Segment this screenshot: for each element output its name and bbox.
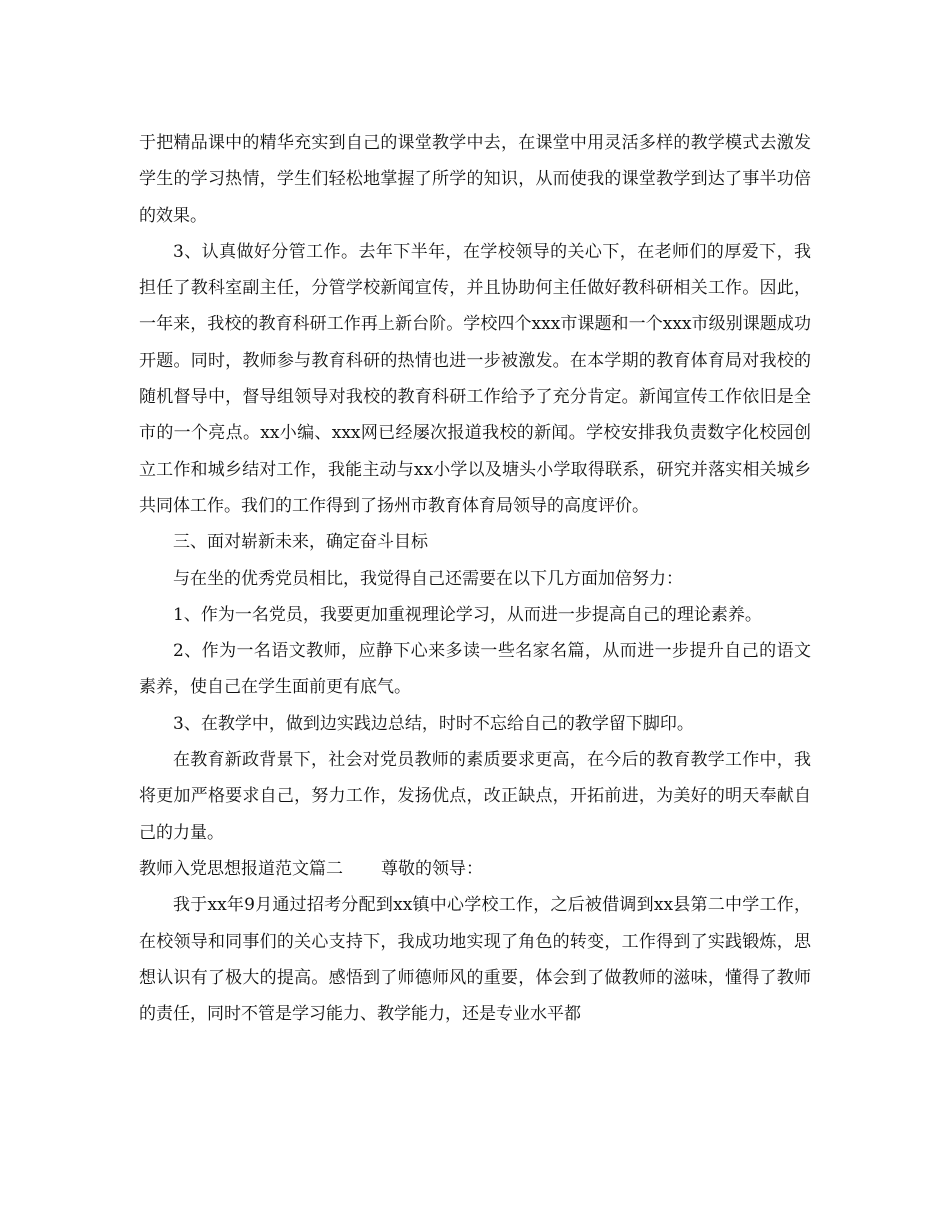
second-article-heading — [139, 851, 811, 887]
paragraph-item-3-division-work: 3、认真做好分管工作。去年下半年，在学校领导的关心下，在老师们的厚爱下，我担任了教科室副主任，分管学校新闻宣传，并且协助何主任做好教科研相关工作。因此，一年来，我校的教育科研工作再上新台阶。学校四个xxx市课题和一个xxx市级别课题成功开题。同时，教师参与教育科研的热情也进一步被激发。在本学期的教育体育局对我校的随机督导中，督导组领导对我校的教育科研工作给予了充分肯定。新闻宣传工作依旧是全市的一个亮点。xx小编、xxx网已经屡次报道我校的新闻。学校安排我负责数字化校园创立工作和城乡结对工作，我能主动与xx小学以及塘头小学取得联系，研究并落实相关城乡共同体工作。我们的工作得到了扬州市教育体育局领导的高度评价。 — [139, 241, 811, 516]
section-heading-3: 三、面对崭新未来，确定奋斗目标 — [173, 532, 428, 553]
second-article-salutation: 尊敬的领导： — [381, 858, 483, 879]
paragraph-conclusion: 在教育新政背景下，社会对党员教师的素质要求更高，在今后的教育教学工作中，我将更加严格要求自己，努力工作，发扬优点，改正缺点，开拓前进，为美好的明天奉献自己的力量。 — [139, 750, 811, 843]
paragraph-goal-3: 3、在教学中，做到边实践边总结，时时不忘给自己的教学留下脚印。 — [173, 713, 694, 734]
paragraph-intro: 与在坐的优秀党员相比，我觉得自己还需要在以下几方面加倍努力： — [173, 568, 683, 589]
paragraph-goal-2: 2、作为一名语文教师，应静下心来多读一些名家名篇，从而进一步提升自己的语文素养，使自己在学生面前更有底气。 — [139, 641, 811, 698]
paragraph-second-article-body: 我于xx年9月通过招考分配到xx镇中心学校工作，之后被借调到xx县第二中学工作，在校领导和同事们的关心支持下，我成功地实现了角色的转变，工作得到了实践锻炼，思想认识有了极大的提高。感悟到了师德师风的重要，体会到了做教师的滋味，懂得了教师的责任，同时不管是学习能力、教学能力，还是专业水平都 — [139, 895, 811, 1025]
paragraph-continued: 于把精品课中的精华充实到自己的课堂教学中去，在课堂中用灵活多样的教学模式去激发学生的学习热情，学生们轻松地掌握了所学的知识，从而使我的课堂教学到达了事半功倍的效果。 — [139, 133, 811, 226]
second-article-title: 教师入党思想报道范文篇二 — [139, 858, 343, 879]
paragraph-goal-1: 1、作为一名党员，我要更加重视理论学习，从而进一步提高自己的理论素养。 — [173, 604, 762, 625]
document-body — [139, 125, 811, 1032]
